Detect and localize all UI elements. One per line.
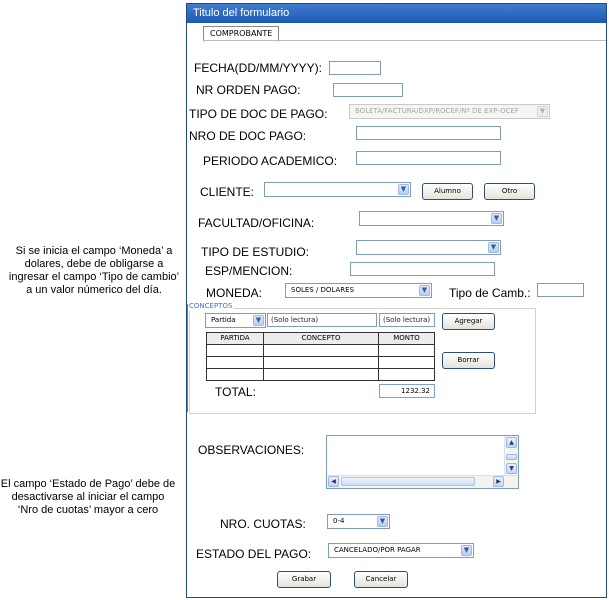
estado-label: ESTADO DEL PAGO: [196,547,312,561]
tipo-estudio-select[interactable] [356,240,501,255]
concepto-readonly-field: (Solo lectura) [267,313,377,327]
fecha-input[interactable] [329,61,381,75]
facultad-select[interactable] [359,211,504,226]
cliente-select[interactable] [264,182,411,197]
moneda-value: SOLES / DOLARES [291,286,355,294]
horizontal-scroll-thumb[interactable] [341,477,475,486]
chevron-down-icon: ▼ [377,516,388,527]
table-row[interactable] [207,369,435,381]
facultad-label: FACULTAD/OFICINA: [198,216,315,230]
moneda-rule-note: Si se inicia el campo ‘Moneda’ a dolares, debe de obligarse a ingresar el campo ‘Tipo de cambio’ a un valor númerico del día. [8,245,180,296]
tipo-camb-label: Tipo de Camb.: [449,286,531,300]
tab-divider [203,40,606,41]
window-title: Titulo del formulario [187,4,606,23]
observaciones-textarea[interactable] [326,435,519,489]
table-cell [264,345,379,357]
grabar-button[interactable]: Grabar [277,571,331,588]
partida-select[interactable] [205,313,266,328]
chevron-down-icon: ▼ [461,545,472,556]
nro-doc-label: NRO DE DOC PAGO: [189,129,307,143]
esp-label: ESP/MENCION: [205,264,293,278]
tipo-estudio-label: TIPO DE ESTUDIO: [201,245,310,259]
alumno-button[interactable]: Alumno [422,183,473,200]
estado-value: CANCELADO/POR PAGAR [334,546,421,554]
column-header-monto: MONTO [379,333,435,345]
chevron-down-icon: ▼ [488,242,499,253]
estado-select[interactable] [328,543,474,558]
esp-input[interactable] [350,262,495,276]
agregar-button[interactable]: Agregar [442,313,495,330]
table-cell [264,357,379,369]
table-row[interactable] [207,357,435,369]
cliente-label: CLIENTE: [200,185,255,199]
table-cell [207,357,264,369]
monto-readonly-field: (Solo lectura) [379,313,435,327]
total-label: TOTAL: [215,385,256,399]
observaciones-label: OBSERVACIONES: [198,443,305,457]
nr-orden-label: NR ORDEN PAGO: [196,83,301,97]
borrar-button[interactable]: Borrar [442,352,495,369]
tipo-camb-input[interactable] [537,283,584,297]
total-value: 1232.32 [379,384,435,398]
column-header-partida: PARTIDA [207,333,264,345]
chevron-down-icon: ▼ [537,106,548,117]
cancelar-button[interactable]: Cancelar [354,571,408,588]
tipo-doc-label: TIPO DE DOC DE PAGO: [189,107,328,121]
scroll-down-icon[interactable]: ▼ [506,463,517,474]
chevron-down-icon: ▼ [398,184,409,195]
scroll-left-icon[interactable]: ◀ [328,476,339,487]
cuotas-value: 0-4 [333,517,345,525]
scroll-right-icon[interactable]: ▶ [493,476,504,487]
table-cell [379,357,435,369]
tab-comprobante[interactable]: COMPROBANTE [203,26,279,42]
partida-value: Partida [211,316,236,324]
fecha-label: FECHA(DD/MM/YYYY): [194,61,323,75]
moneda-label: MONEDA: [206,286,263,300]
periodo-label: PERIODO ACADEMICO: [203,154,338,168]
horizontal-scrollbar[interactable] [327,475,518,488]
table-cell [207,369,264,381]
table-cell [207,345,264,357]
estado-rule-note: El campo ‘Estado de Pago’ debe de desactivarse al iniciar el campo ‘Nro de cuotas’ mayor a cero [0,478,176,516]
chevron-down-icon: ▼ [253,315,264,326]
tipo-doc-value: BOLETA/FACTURA/DXP/ROCEF/Nº DE EXP-OCEF [355,107,519,115]
nro-doc-input[interactable] [356,126,501,140]
periodo-input[interactable] [356,151,501,165]
chevron-down-icon: ▼ [419,285,430,296]
table-row[interactable] [207,345,435,357]
conceptos-legend: CONCEPTOS [189,302,233,310]
table-cell [264,369,379,381]
cuotas-label: NRO. CUOTAS: [220,517,306,531]
scroll-thumb[interactable] [506,454,517,460]
chevron-down-icon: ▼ [491,213,502,224]
nr-orden-input[interactable] [333,83,403,97]
conceptos-table [206,332,435,381]
table-cell [379,369,435,381]
otro-button[interactable]: Otro [484,183,535,200]
tipo-doc-select[interactable] [349,104,550,119]
form-window [186,3,607,598]
table-cell [379,345,435,357]
cuotas-select[interactable] [327,514,390,529]
table-header-row [207,333,435,345]
scroll-up-icon[interactable]: ▲ [506,437,517,448]
vertical-scrollbar[interactable] [504,436,518,476]
group-accent-line [187,304,188,412]
column-header-concepto: CONCEPTO [264,333,379,345]
moneda-select[interactable] [285,283,432,298]
